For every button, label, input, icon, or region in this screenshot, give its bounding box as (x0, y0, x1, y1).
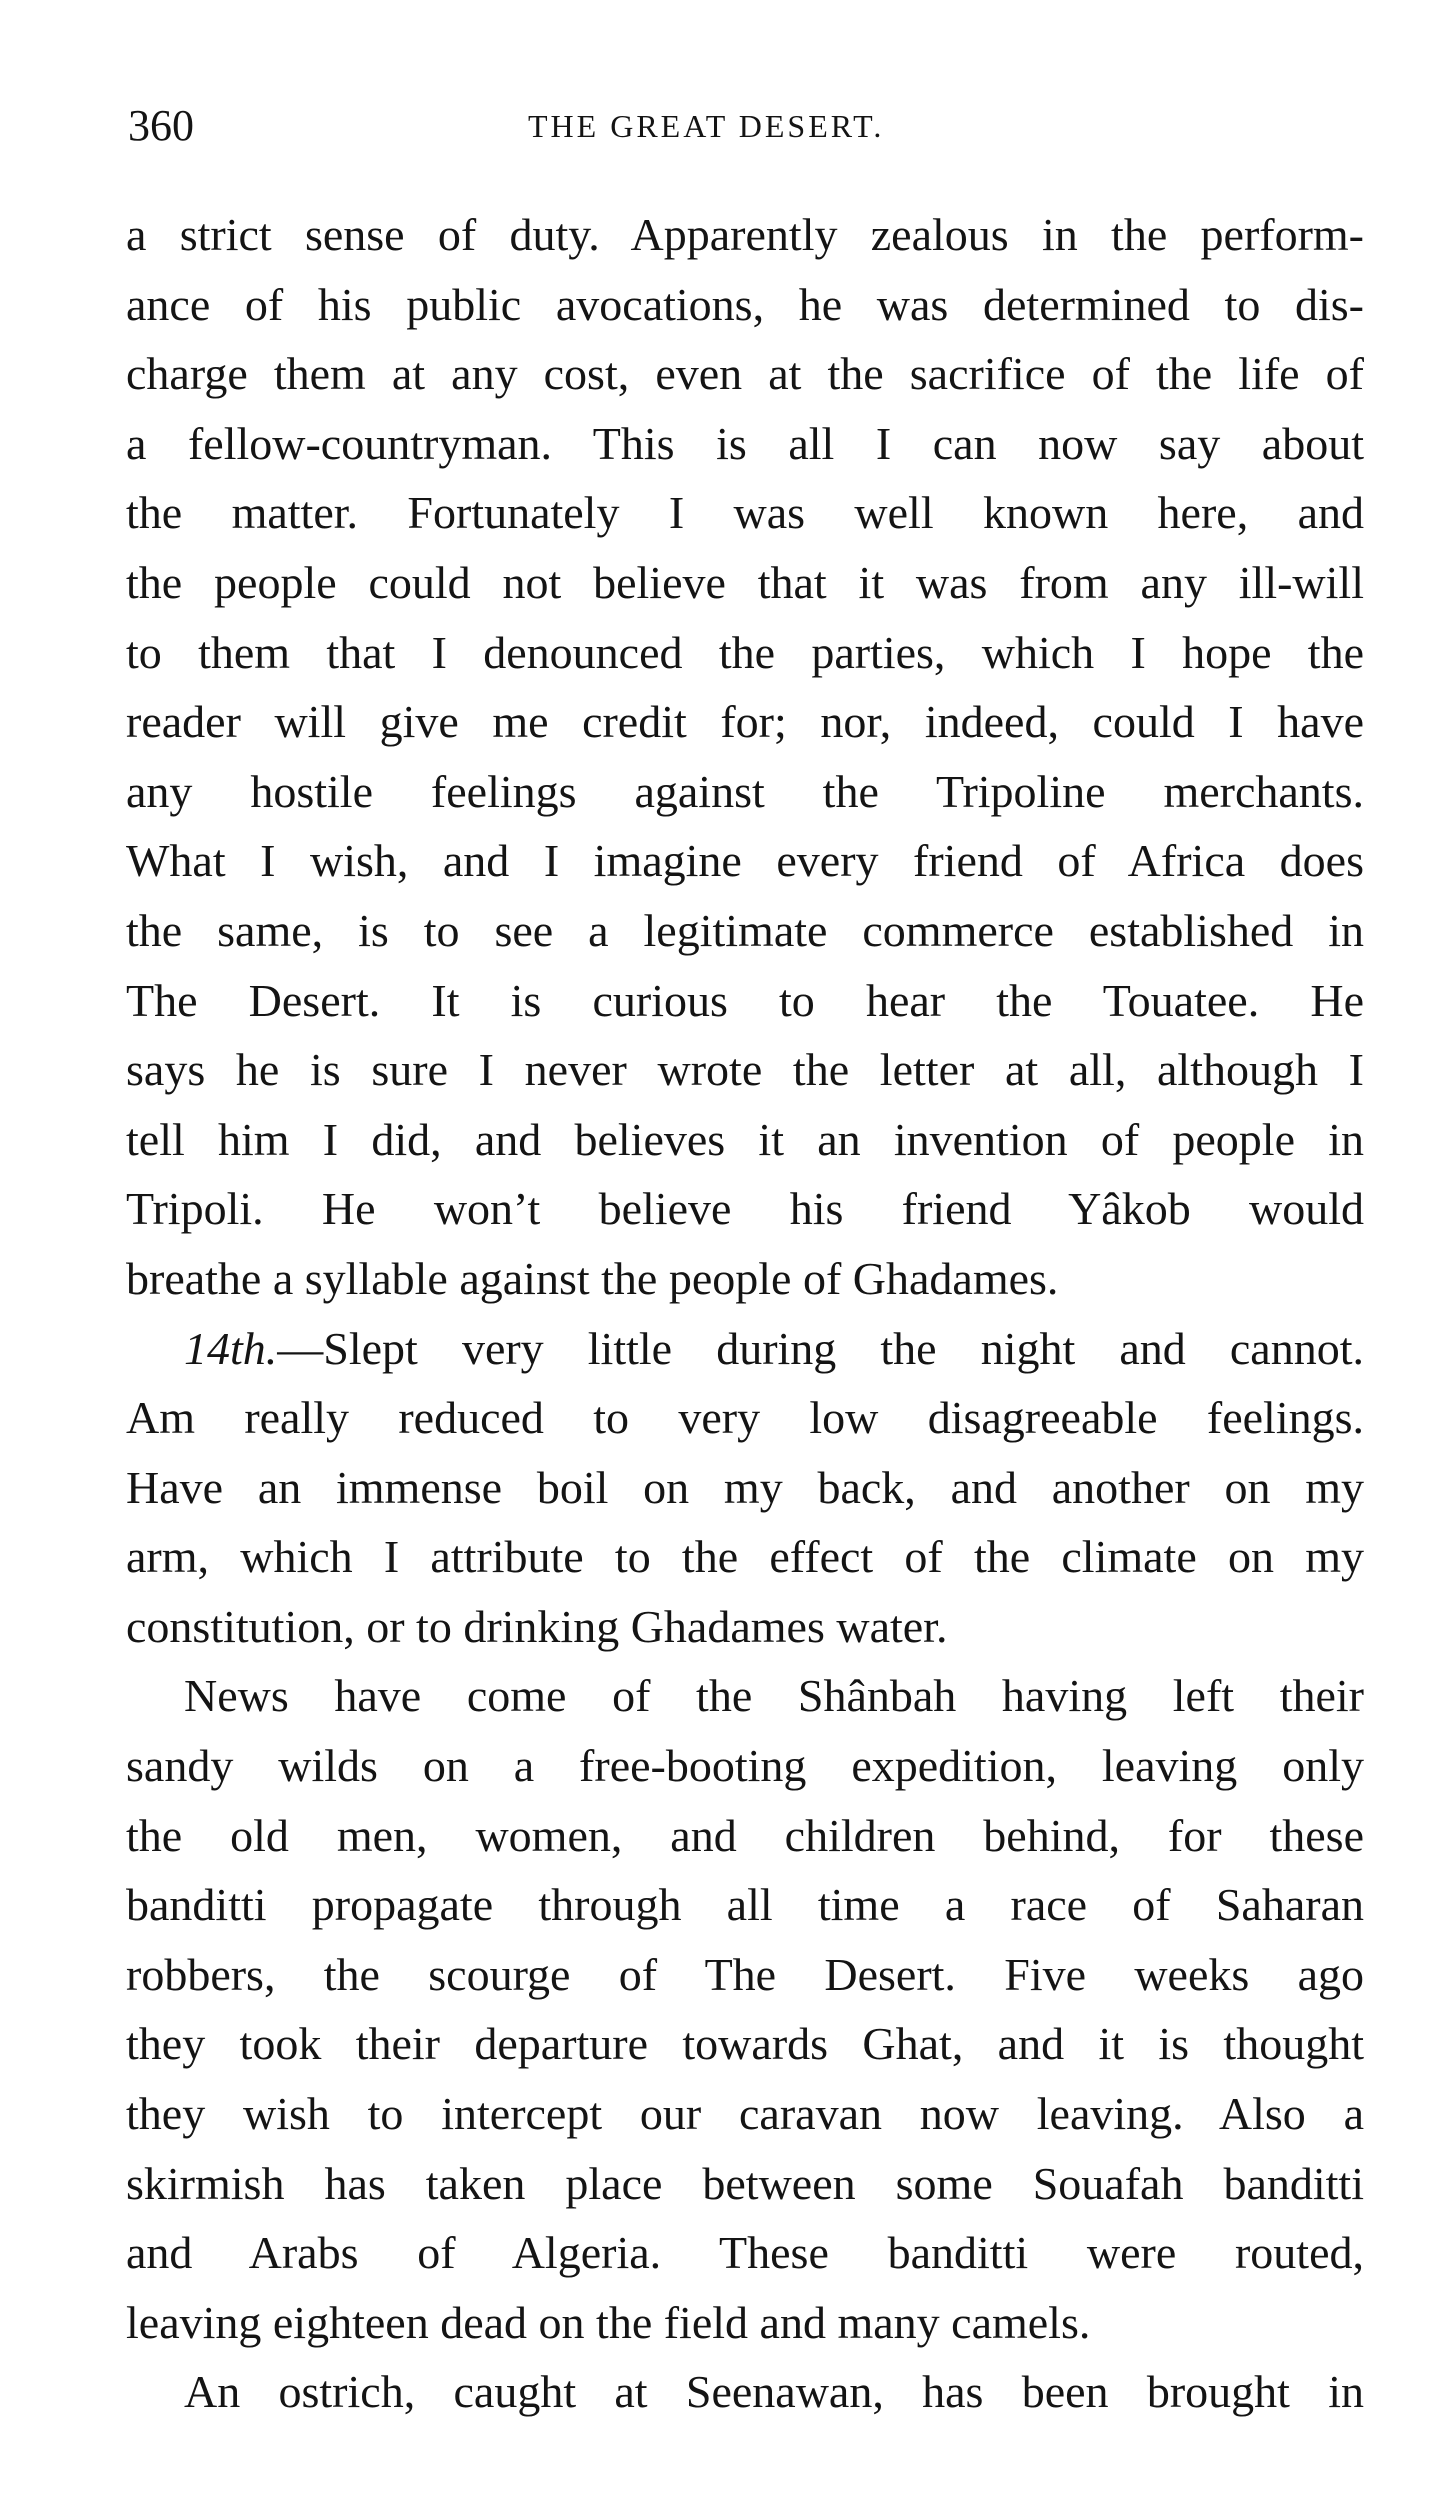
text-line: they took their departure towards Ghat, and it is thought (126, 2018, 1364, 2070)
text-line: The Desert. It is curious to hear the Touatee. He (126, 974, 1364, 1026)
text-line: —Slept very little during the night and cannot. (277, 1322, 1364, 1374)
text-line: constitution, or to drinking Ghadames water. (126, 1600, 948, 1652)
text-line: arm, which I attribute to the effect of the climate on my (126, 1531, 1364, 1583)
text-line: Am really reduced to very low disagreeable feelings. (126, 1392, 1364, 1444)
text-line: reader will give me credit for; nor, indeed, could I have (126, 696, 1364, 748)
text-line: robbers, the scourge of The Desert. Five weeks ago (126, 1948, 1364, 2000)
text-line: charge them at any cost, even at the sacrifice of the life of (126, 348, 1364, 400)
text-line: Tripoli. He won’t believe his friend Yâkob would (126, 1183, 1364, 1235)
text-line: the matter. Fortunately I was well known here, and (126, 487, 1364, 539)
text-line: tell him I did, and believes it an invention of people in (126, 1113, 1364, 1165)
text-line: News have come of the Shânbah having left their (184, 1670, 1364, 1722)
text-line: a fellow-countryman. This is all I can now say about (126, 417, 1364, 469)
text-line: any hostile feelings against the Tripoline merchants. (126, 765, 1364, 817)
diary-entry-first-line (126, 1314, 1364, 1384)
text-line: leaving eighteen dead on the field and many camels. (126, 2296, 1091, 2348)
text-line: and Arabs of Algeria. These banditti were routed, (126, 2227, 1364, 2279)
text-line: the people could not believe that it was from any ill-will (126, 556, 1364, 608)
page-number: 360 (128, 101, 194, 150)
text-line: skirmish has taken place between some Souafah banditti (126, 2157, 1364, 2209)
diary-date: 14th. (184, 1322, 278, 1374)
text-line: to them that I denounced the parties, which I hope the (126, 626, 1364, 678)
text-line: says he is sure I never wrote the letter at all, although I (126, 1044, 1364, 1096)
text-line: What I wish, and I imagine every friend of Africa does (126, 835, 1364, 887)
text-line: An ostrich, caught at Seenawan, has been brought in (184, 2366, 1364, 2418)
running-title: THE GREAT DESERT. (528, 108, 885, 144)
text-line: sandy wilds on a free-booting expedition, leaving only (126, 1740, 1364, 1792)
text-line: breathe a syllable against the people of Ghadames. (126, 1252, 1059, 1304)
text-line: they wish to intercept our caravan now leaving. Also a (126, 2088, 1364, 2140)
text-line: ance of his public avocations, he was determined to dis- (126, 278, 1364, 330)
text-line: the old men, women, and children behind, for these (126, 1809, 1364, 1861)
text-line: a strict sense of duty. Apparently zealous in the perform- (126, 209, 1364, 260)
text-line: banditti propagate through all time a race of Saharan (126, 1879, 1364, 1931)
body-text (126, 200, 1364, 2427)
text-line: Have an immense boil on my back, and another on my (126, 1461, 1364, 1513)
running-head (128, 96, 1368, 156)
text-line: the same, is to see a legitimate commerce established in (126, 904, 1364, 956)
